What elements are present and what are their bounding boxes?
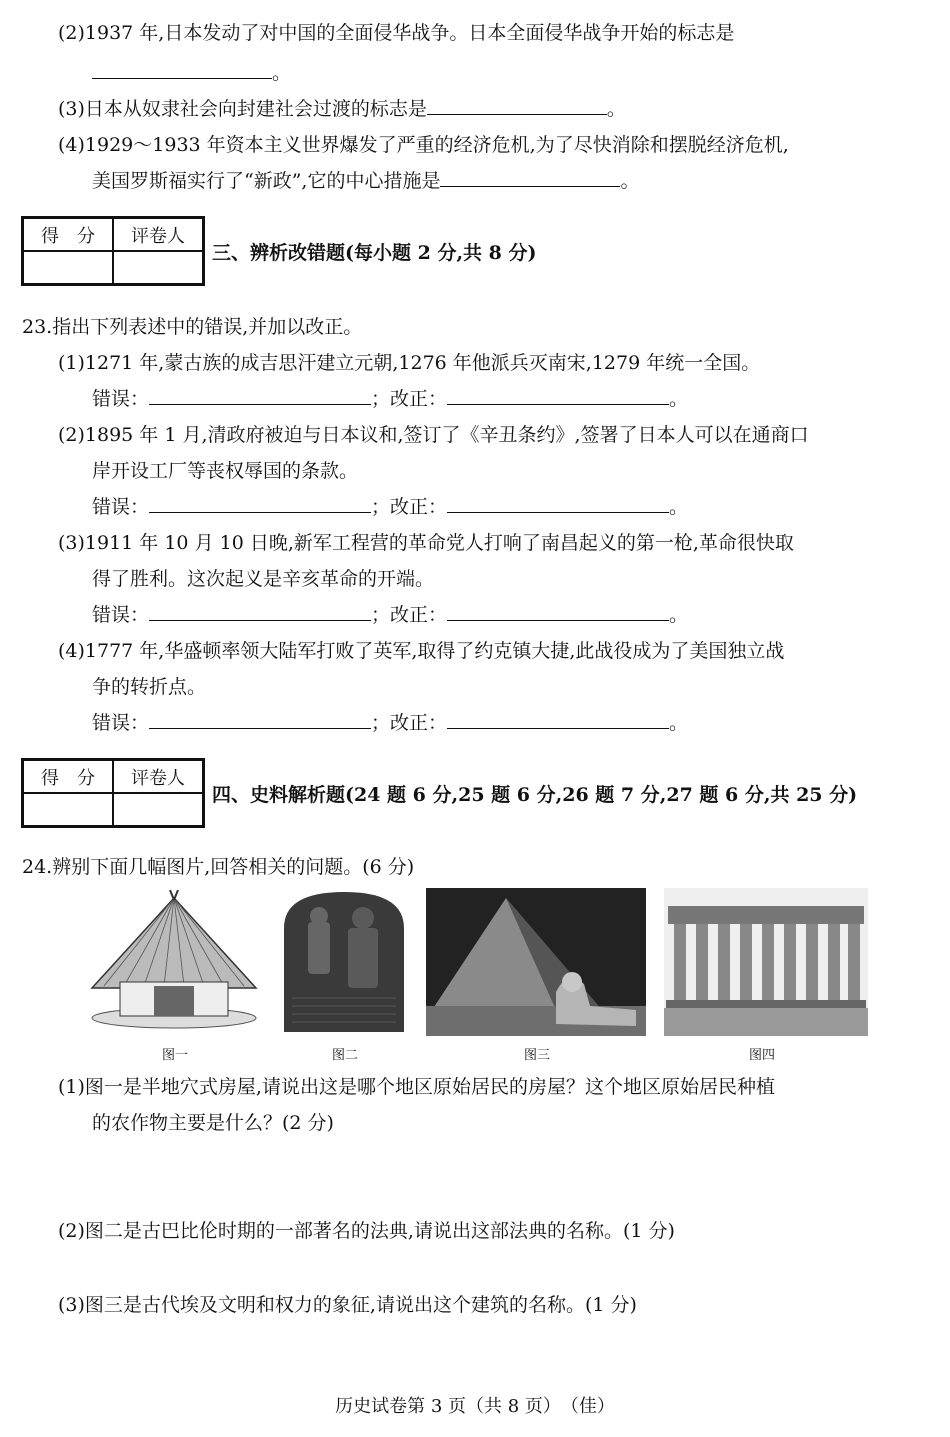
item4-line1: (4)1777 年,华盛顿率领大陆军打败了英军,取得了约克镇大捷,此战役成为了美国独立战 — [58, 640, 785, 662]
caption-figure2: 图二 — [331, 1048, 358, 1063]
pyramid-figure — [426, 888, 646, 1036]
grader-label: 评卷人 — [113, 760, 203, 793]
correction-blank[interactable] — [447, 602, 669, 621]
item3-answer: 错误： ；改正： 。 — [92, 604, 689, 626]
correction-blank[interactable] — [447, 710, 669, 729]
question-4-line1: (4)1929～1933 年资本主义世界爆发了严重的经济危机,为了尽快消除和摆脱经济危机, — [58, 134, 789, 156]
score-label: 得 分 — [23, 760, 113, 793]
question-3: (3)日本从奴隶社会向封建社会过渡的标志是 。 — [58, 98, 626, 120]
grader-cell[interactable] — [113, 251, 203, 284]
score-cell[interactable] — [23, 251, 113, 284]
item3-line1: (3)1911 年 10 月 10 日晚,新军工程营的革命党人打响了南昌起义的第一枪,革命很快取 — [58, 532, 794, 554]
parthenon-figure — [664, 888, 868, 1036]
answer-blank[interactable] — [92, 60, 272, 79]
score-box-section4 — [21, 758, 205, 828]
score-box-section3 — [21, 216, 205, 286]
question-24-2: (2)图二是古巴比伦时期的一部著名的法典,请说出这部法典的名称。(1 分) — [58, 1220, 675, 1242]
question-24: 24.辨别下面几幅图片,回答相关的问题。(6 分) — [22, 856, 415, 878]
question-24-1-line1: (1)图一是半地穴式房屋,请说出这是哪个地区原始居民的房屋？这个地区原始居民种植 — [58, 1076, 775, 1098]
grader-cell[interactable] — [113, 793, 203, 826]
stele-figure — [278, 888, 410, 1032]
item2-line1: (2)1895 年 1 月,清政府被迫与日本议和,签订了《辛丑条约》,签署了日本人可以在通商口 — [58, 424, 809, 446]
question-2-answer: 。 — [92, 58, 291, 85]
question-23: 23.指出下列表述中的错误,并加以改正。 — [22, 316, 363, 338]
item3-line2: 得了胜利。这次起义是辛亥革命的开端。 — [92, 568, 435, 590]
item1-answer: 错误： ；改正： 。 — [92, 388, 689, 410]
section4-title: 四、史料解析题(24 题 6 分,25 题 6 分,26 题 7 分,27 题 6 分,共 25 分) — [212, 784, 858, 806]
item2-answer: 错误： ；改正： 。 — [92, 496, 689, 518]
grader-label: 评卷人 — [113, 218, 203, 251]
page-footer: 历史试卷第 3 页（共 8 页） （佳） — [335, 1396, 615, 1417]
caption-figure3: 图三 — [523, 1048, 550, 1063]
error-blank[interactable] — [149, 710, 371, 729]
question-24-1-line2: 的农作物主要是什么？(2 分) — [92, 1112, 334, 1134]
caption-figure4: 图四 — [748, 1048, 775, 1063]
item1-line1: (1)1271 年,蒙古族的成吉思汗建立元朝,1276 年他派兵灭南宋,1279 年统一全国。 — [58, 352, 761, 374]
question-24-3: (3)图三是古代埃及文明和权力的象征,请说出这个建筑的名称。(1 分) — [58, 1294, 637, 1316]
score-label: 得 分 — [23, 218, 113, 251]
score-cell[interactable] — [23, 793, 113, 826]
error-blank[interactable] — [149, 602, 371, 621]
answer-blank[interactable] — [427, 96, 607, 115]
item4-answer: 错误： ；改正： 。 — [92, 712, 689, 734]
correction-blank[interactable] — [447, 386, 669, 405]
item4-line2: 争的转折点。 — [92, 676, 207, 698]
error-blank[interactable] — [149, 494, 371, 513]
question-4-line2: 美国罗斯福实行了“新政”,它的中心措施是 。 — [92, 170, 640, 192]
error-blank[interactable] — [149, 386, 371, 405]
correction-blank[interactable] — [447, 494, 669, 513]
question-2-text: (2)1937 年,日本发动了对中国的全面侵华战争。日本全面侵华战争开始的标志是 — [58, 22, 735, 44]
caption-figure1: 图一 — [161, 1048, 188, 1063]
answer-blank[interactable] — [440, 168, 620, 187]
item2-line2: 岸开设工厂等丧权辱国的条款。 — [92, 460, 359, 482]
hut-figure — [84, 890, 264, 1030]
section3-title: 三、辨析改错题(每小题 2 分,共 8 分) — [212, 242, 537, 264]
